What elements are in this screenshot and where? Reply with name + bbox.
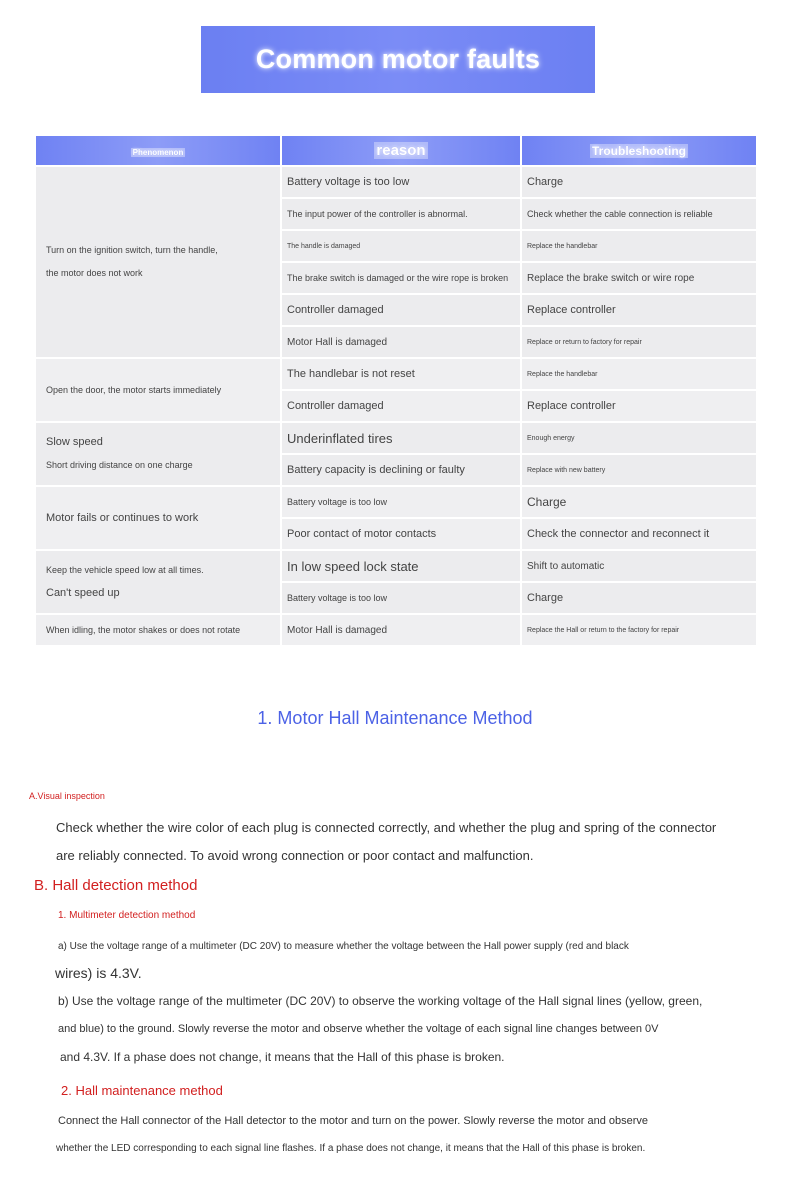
table-row bbox=[36, 615, 756, 645]
faults-table bbox=[34, 134, 758, 647]
step-a-line-2: wires) is 4.3V. bbox=[55, 965, 142, 981]
header-phenomenon: Phenomenon bbox=[36, 136, 280, 165]
fix-cell: Check whether the cable connection is reliable bbox=[522, 199, 756, 229]
table-row bbox=[36, 487, 756, 517]
multimeter-title: 1. Multimeter detection method bbox=[58, 910, 196, 921]
table-row bbox=[36, 167, 756, 197]
fix-cell: Replace or return to factory for repair bbox=[522, 327, 756, 357]
phenomenon-cell: Slow speed Short driving distance on one charge bbox=[36, 423, 280, 485]
step-a-line-1: a) Use the voltage range of a multimeter (DC 20V) to measure whether the voltage between the Hall power supply (red and black bbox=[58, 941, 629, 952]
fix-cell: Replace the brake switch or wire rope bbox=[522, 263, 756, 293]
visual-line-1: Check whether the wire color of each plug is connected correctly, and whether the plug and spring of the connector bbox=[56, 820, 717, 835]
fix-cell: Replace the handlebar bbox=[522, 231, 756, 261]
table-row bbox=[36, 423, 756, 453]
reason-cell: Poor contact of motor contacts bbox=[282, 519, 520, 549]
phenomenon-cell: Keep the vehicle speed low at all times. Can't speed up bbox=[36, 551, 280, 613]
fix-cell: Replace controller bbox=[522, 295, 756, 325]
reason-cell: Controller damaged bbox=[282, 391, 520, 421]
fix-cell: Charge bbox=[522, 167, 756, 197]
banner-title: Common motor faults bbox=[255, 44, 541, 74]
header-reason: reason bbox=[282, 136, 520, 165]
reason-cell: Battery capacity is declining or faulty bbox=[282, 455, 520, 485]
reason-cell: The handlebar is not reset bbox=[282, 359, 520, 389]
reason-cell: Controller damaged bbox=[282, 295, 520, 325]
step-b-line-2: and blue) to the ground. Slowly reverse the motor and observe whether the voltage of each signal line changes between 0V bbox=[58, 1023, 659, 1035]
reason-cell: Motor Hall is damaged bbox=[282, 615, 520, 645]
hall-maintenance-title: 2. Hall maintenance method bbox=[61, 1083, 223, 1098]
fix-cell: Shift to automatic bbox=[522, 551, 756, 581]
reason-cell: Battery voltage is too low bbox=[282, 487, 520, 517]
table-row bbox=[36, 551, 756, 581]
reason-cell: Underinflated tires bbox=[282, 423, 520, 453]
phenomenon-cell: Motor fails or continues to work bbox=[36, 487, 280, 549]
phenomenon-cell: When idling, the motor shakes or does not rotate bbox=[36, 615, 280, 645]
reason-cell: The handle is damaged bbox=[282, 231, 520, 261]
phenomenon-cell: Open the door, the motor starts immediately bbox=[36, 359, 280, 421]
phenomenon-cell: Turn on the ignition switch, turn the handle, the motor does not work bbox=[36, 167, 280, 357]
reason-cell: In low speed lock state bbox=[282, 551, 520, 581]
visual-line-2: are reliably connected. To avoid wrong connection or poor contact and malfunction. bbox=[56, 848, 534, 863]
fix-cell: Replace the Hall or return to the factory for repair bbox=[522, 615, 756, 645]
fix-cell: Check the connector and reconnect it bbox=[522, 519, 756, 549]
step-b-line-3: and 4.3V. If a phase does not change, it means that the Hall of this phase is broken. bbox=[60, 1050, 505, 1064]
hall-detection-title: B. Hall detection method bbox=[34, 877, 198, 894]
fix-cell: Charge bbox=[522, 583, 756, 613]
fix-cell: Replace controller bbox=[522, 391, 756, 421]
header-troubleshooting: Troubleshooting bbox=[522, 136, 756, 165]
hall-maint-line-2: whether the LED corresponding to each signal line flashes. If a phase does not change, it means that the Hall of this phase is broken. bbox=[56, 1143, 646, 1154]
step-b-line-1: b) Use the voltage range of the multimeter (DC 20V) to observe the working voltage of the Hall signal lines (yellow, green, bbox=[58, 994, 703, 1008]
table-header-row bbox=[36, 136, 756, 165]
reason-cell: The brake switch is damaged or the wire rope is broken bbox=[282, 263, 520, 293]
section-title: 1. Motor Hall Maintenance Method bbox=[257, 708, 533, 728]
table-row bbox=[36, 359, 756, 389]
reason-cell: Battery voltage is too low bbox=[282, 583, 520, 613]
reason-cell: The input power of the controller is abnormal. bbox=[282, 199, 520, 229]
fix-cell: Replace with new battery bbox=[522, 455, 756, 485]
title-banner bbox=[201, 26, 595, 93]
reason-cell: Motor Hall is damaged bbox=[282, 327, 520, 357]
fix-cell: Enough energy bbox=[522, 423, 756, 453]
hall-maint-line-1: Connect the Hall connector of the Hall detector to the motor and turn on the power. Slowly reverse the motor and observe bbox=[58, 1115, 649, 1127]
visual-inspection-label: A.Visual inspection bbox=[29, 791, 105, 801]
reason-cell: Battery voltage is too low bbox=[282, 167, 520, 197]
fix-cell: Charge bbox=[522, 487, 756, 517]
fix-cell: Replace the handlebar bbox=[522, 359, 756, 389]
